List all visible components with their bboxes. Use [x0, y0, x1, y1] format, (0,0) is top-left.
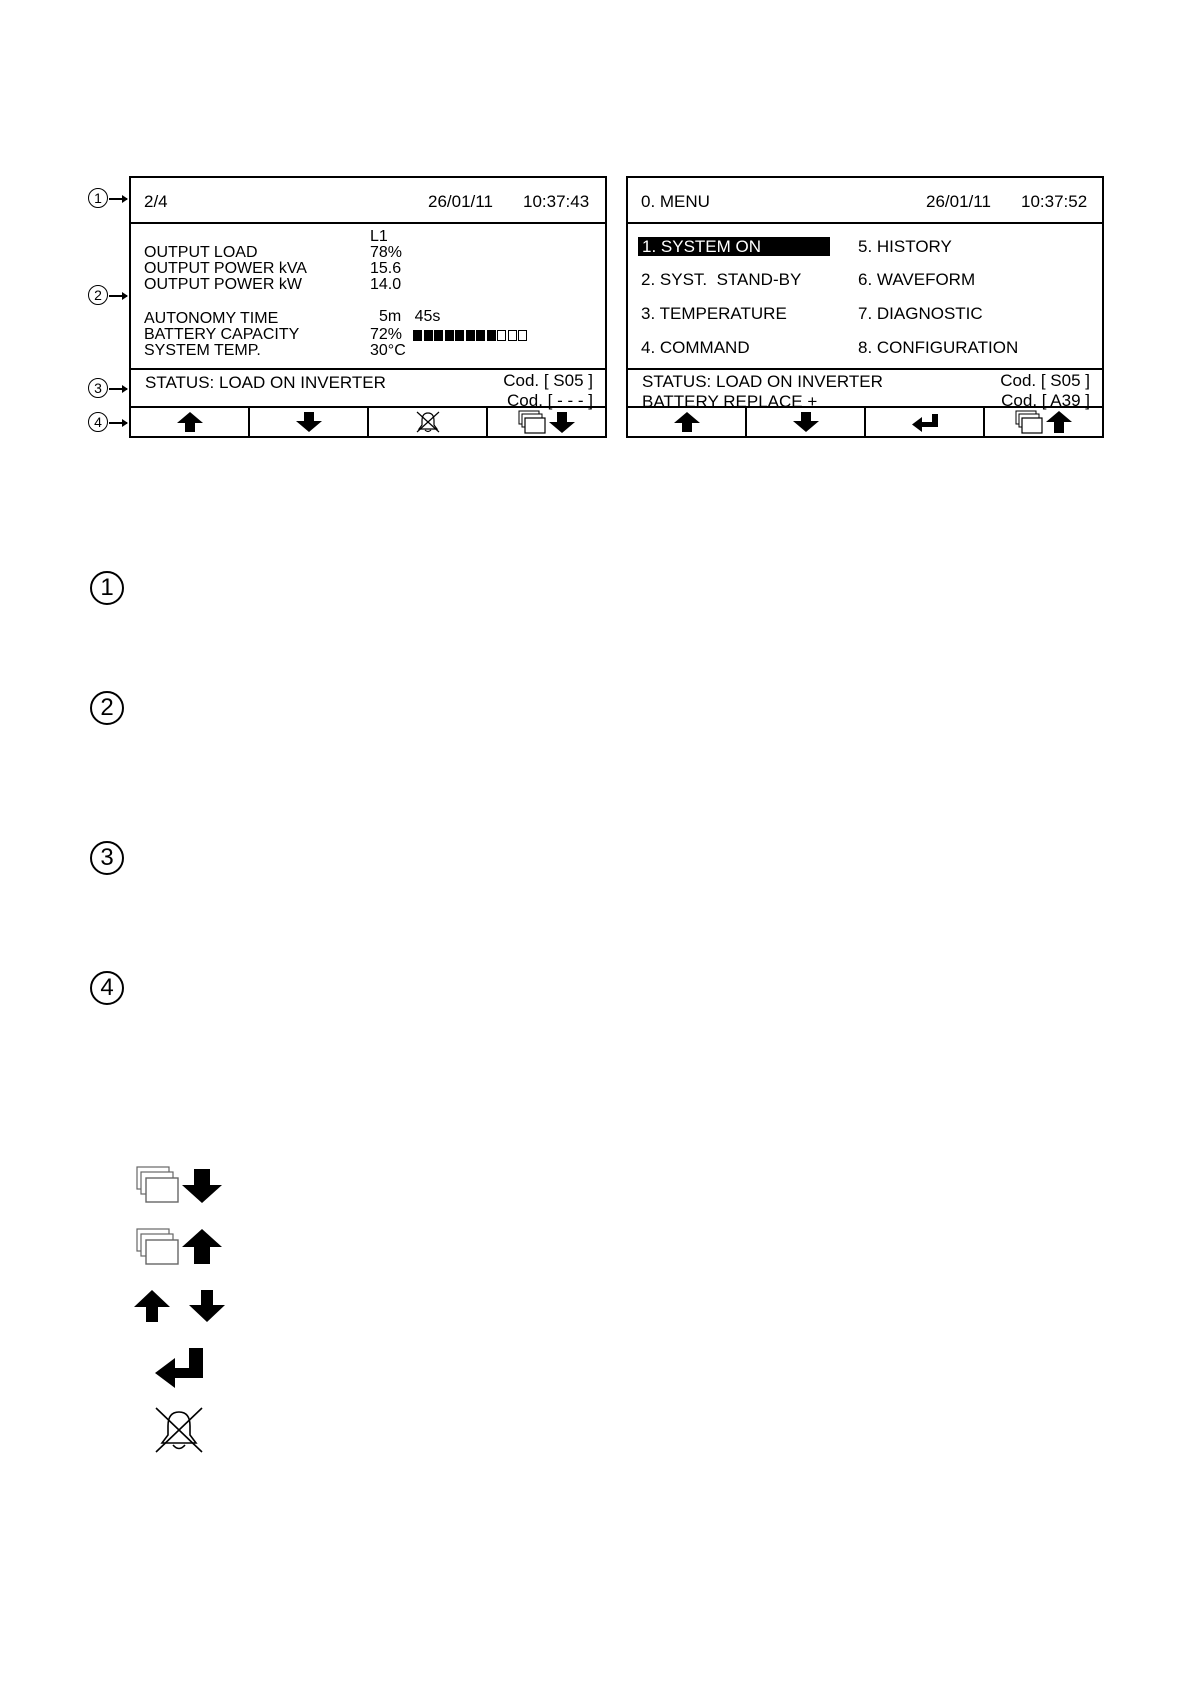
battery-segment [424, 330, 433, 341]
key-enter-button[interactable] [866, 408, 985, 436]
status-code-1: Cod. [ S05 ] [503, 371, 593, 390]
key-up-button[interactable] [628, 408, 747, 436]
section-marker-2: 2 [90, 691, 124, 725]
output-load-label: OUTPUT LOAD [144, 244, 258, 261]
battery-segment [476, 330, 485, 341]
arrow-down-icon [791, 410, 821, 434]
callout-4: 4 [88, 412, 108, 432]
header-date: 26/01/11 [926, 192, 991, 211]
menu-item-syst-standby[interactable]: 2. SYST. STAND-BY [641, 270, 802, 289]
screen-header [131, 178, 605, 224]
softkey-bar [131, 406, 605, 436]
page-indicator: 2/4 [144, 192, 168, 211]
menu-item-history[interactable]: 5. HISTORY [858, 237, 952, 256]
menu-item-diagnostic[interactable]: 7. DIAGNOSTIC [858, 304, 983, 323]
key-prev-page-button[interactable] [985, 408, 1102, 436]
menu-item-system-on[interactable]: 1. SYSTEM ON [638, 237, 830, 256]
arrow-up-icon [175, 410, 205, 434]
battery-segment [434, 330, 443, 341]
battery-capacity-value: 72% [370, 326, 403, 343]
system-temp-value: 30°C [370, 342, 406, 359]
output-power-kw-label: OUTPUT POWER kW [144, 276, 302, 293]
softkey-bar [628, 406, 1102, 436]
output-power-kw-value: 14.0 [370, 276, 402, 293]
menu-item-command[interactable]: 4. COMMAND [641, 338, 750, 357]
key-down-button[interactable] [250, 408, 369, 436]
arrow-down-icon [294, 410, 324, 434]
pages-down-icon [135, 1165, 225, 1205]
callout-1-arrow [109, 198, 127, 200]
status-text: STATUS: LOAD ON INVERTER [145, 373, 386, 392]
autonomy-time-label: AUTONOMY TIME [144, 310, 279, 327]
output-power-kva-label: OUTPUT POWER kVA [144, 260, 307, 277]
system-temp-label: SYSTEM TEMP. [144, 342, 261, 359]
battery-capacity-label: BATTERY CAPACITY [144, 326, 300, 343]
pages-up-icon [135, 1227, 225, 1267]
menu-title: 0. MENU [641, 192, 710, 211]
section-marker-4: 4 [90, 971, 124, 1005]
key-up-button[interactable] [131, 408, 250, 436]
menu-item-temperature[interactable]: 3. TEMPERATURE [641, 304, 787, 323]
arrow-up-icon [672, 410, 702, 434]
battery-segment [497, 330, 506, 341]
status-text: STATUS: LOAD ON INVERTER [642, 372, 883, 391]
menu-item-waveform[interactable]: 6. WAVEFORM [858, 270, 976, 289]
lcd-screen-measurements [129, 176, 607, 438]
callout-4-arrow [109, 422, 127, 424]
status-bar [628, 368, 1102, 410]
key-alarm-mute-button[interactable] [369, 408, 488, 436]
status-code-2: Cod. [ A39 ] [1001, 391, 1090, 410]
status-bar [131, 368, 605, 410]
battery-segment [455, 330, 464, 341]
status-code-1: Cod. [ S05 ] [1000, 371, 1090, 390]
menu-item-configuration[interactable]: 8. CONFIGURATION [858, 338, 1019, 357]
callout-3-arrow [109, 388, 127, 390]
battery-segment [518, 330, 527, 341]
key-next-page-button[interactable] [488, 408, 605, 436]
column-header-l1: L1 [370, 228, 388, 245]
enter-icon [908, 410, 942, 434]
alarm-mute-icon [153, 1406, 205, 1454]
autonomy-time-value: 5m 45s [379, 308, 441, 325]
callout-1: 1 [88, 188, 108, 208]
battery-level-bar [413, 327, 529, 345]
battery-segment [466, 330, 475, 341]
status-line-2: BATTERY REPLACE + [642, 392, 818, 411]
battery-segment [445, 330, 454, 341]
status-code-2: Cod. [ - - - ] [507, 391, 593, 410]
battery-segment [487, 330, 496, 341]
header-time: 10:37:43 [523, 192, 590, 211]
enter-icon [153, 1346, 207, 1390]
battery-segment [413, 330, 422, 341]
header-time: 10:37:52 [1021, 192, 1088, 211]
pages-down-icon [517, 409, 577, 435]
section-marker-1: 1 [90, 571, 124, 605]
output-load-value: 78% [370, 244, 403, 261]
output-power-kva-value: 15.6 [370, 260, 402, 277]
up-down-arrows-icon [133, 1288, 228, 1324]
alarm-mute-icon [414, 410, 442, 434]
pages-up-icon [1014, 409, 1074, 435]
screen-header [628, 178, 1102, 224]
lcd-screen-menu [626, 176, 1104, 438]
callout-2: 2 [88, 285, 108, 305]
key-down-button[interactable] [747, 408, 866, 436]
header-date: 26/01/11 [428, 192, 493, 211]
section-marker-3: 3 [90, 841, 124, 875]
callout-3: 3 [88, 378, 108, 398]
battery-segment [508, 330, 517, 341]
callout-2-arrow [109, 295, 127, 297]
